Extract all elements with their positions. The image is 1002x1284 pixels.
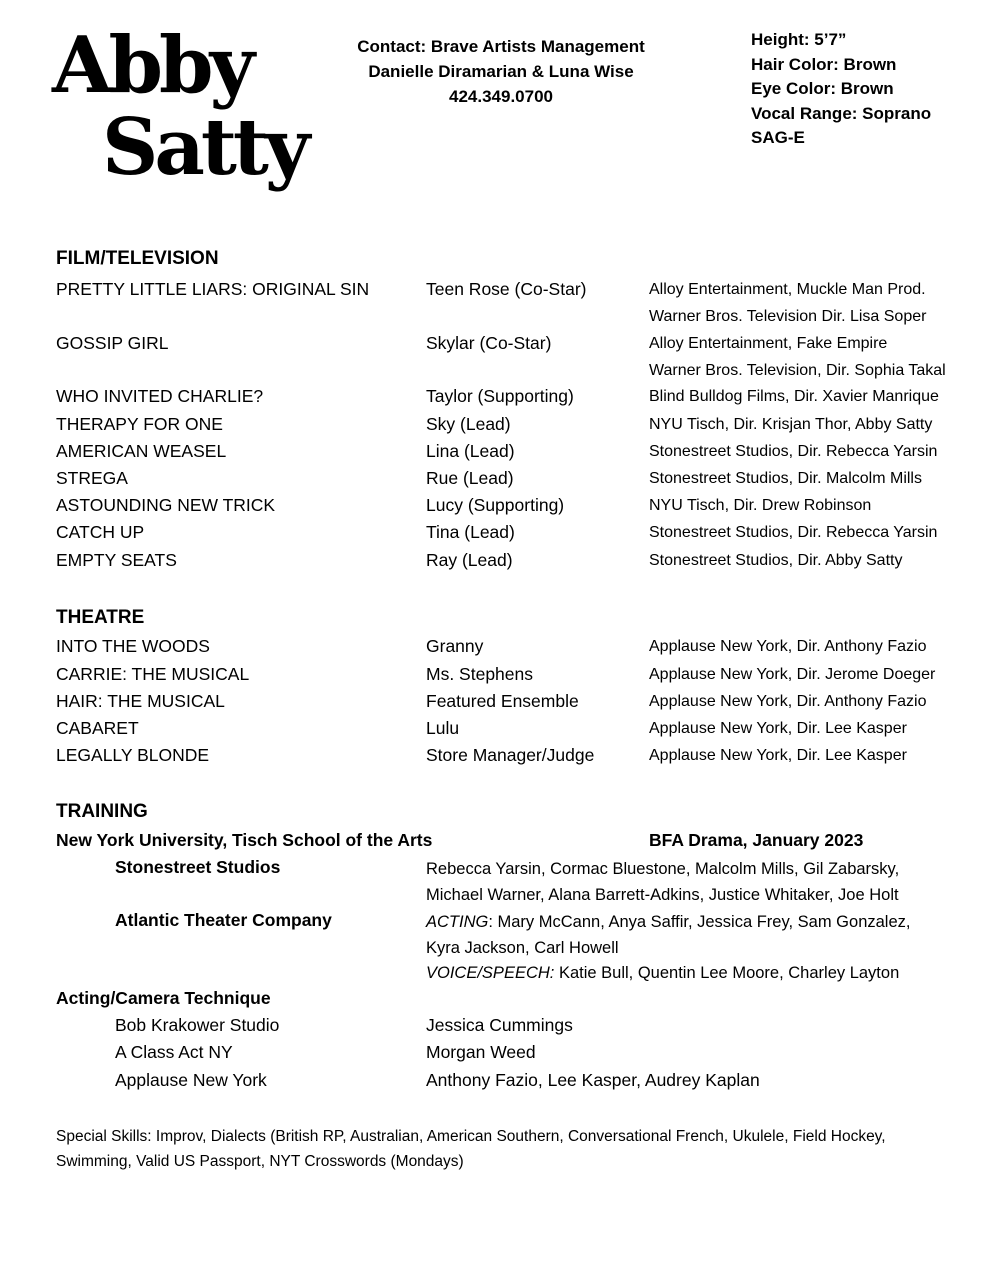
film-role: Lucy (Supporting) (426, 495, 565, 515)
contact-block (300, 34, 702, 109)
voice-label: VOICE/SPEECH: (426, 964, 555, 982)
film-role: Ray (Lead) (426, 550, 513, 570)
theatre-role: Store Manager/Judge (426, 745, 595, 765)
film-company: Alloy Entertainment, Muckle Man Prod. (649, 281, 926, 298)
stat-hair: Hair Color: Brown (751, 54, 897, 74)
film-company: NYU Tisch, Dir. Krisjan Thor, Abby Satty (649, 416, 933, 433)
name-first: Abby (52, 20, 251, 111)
film-project: STREGA (56, 468, 128, 488)
training-studio-stonestreet: Stonestreet Studios (115, 857, 281, 877)
special-skills (56, 1124, 956, 1174)
film-project: ASTOUNDING NEW TRICK (56, 495, 276, 515)
training-voice-line (426, 960, 899, 986)
name-last: Satty (102, 102, 307, 193)
film-company: Alloy Entertainment, Fake Empire (649, 335, 888, 352)
theatre-company: Applause New York, Dir. Lee Kasper (649, 747, 907, 764)
theatre-company: Applause New York, Dir. Anthony Fazio (649, 638, 927, 655)
training-acting-line (426, 909, 910, 935)
stat-vocal-range: Vocal Range: Soprano (751, 103, 932, 123)
theatre-role: Featured Ensemble (426, 691, 579, 711)
special-skills-line: Special Skills: Improv, Dialects (British RP, Australian, American Southern, Conversational French, Ukulele, Field Hockey, (56, 1128, 886, 1145)
camera-studio: A Class Act NY (115, 1042, 233, 1062)
film-project: GOSSIP GIRL (56, 333, 169, 353)
film-company: Stonestreet Studios, Dir. Rebecca Yarsin (649, 443, 938, 460)
training-teachers: Michael Warner, Alana Barrett-Adkins, Justice Whitaker, Joe Holt (426, 886, 899, 904)
film-company: Stonestreet Studios, Dir. Abby Satty (649, 552, 903, 569)
section-title-film-tv: FILM/TELEVISION (56, 248, 219, 269)
training-acting-line-2: Kyra Jackson, Carl Howell (426, 939, 619, 957)
contact-phone: 424.349.0700 (449, 87, 553, 106)
acting-label: ACTING (426, 913, 489, 931)
special-skills-line: Swimming, Valid US Passport, NYT Crosswords (Mondays) (56, 1153, 464, 1170)
film-role: Skylar (Co-Star) (426, 333, 552, 353)
contact-agents: Danielle Diramarian & Luna Wise (368, 62, 634, 81)
film-company: Warner Bros. Television, Dir. Sophia Takal (649, 362, 946, 379)
camera-studio: Applause New York (115, 1070, 267, 1090)
film-project: CATCH UP (56, 522, 145, 542)
training-school: New York University, Tisch School of the Arts (56, 830, 433, 850)
film-project: WHO INVITED CHARLIE? (56, 386, 264, 406)
section-title-training: TRAINING (56, 801, 148, 822)
film-project: EMPTY SEATS (56, 550, 177, 570)
theatre-company: Applause New York, Dir. Jerome Doeger (649, 666, 936, 683)
theatre-company: Applause New York, Dir. Lee Kasper (649, 720, 907, 737)
theatre-project: INTO THE WOODS (56, 636, 210, 656)
theatre-project: HAIR: THE MUSICAL (56, 691, 225, 711)
training-camera-title: Acting/Camera Technique (56, 988, 271, 1008)
film-project: AMERICAN WEASEL (56, 441, 227, 461)
camera-teachers: Anthony Fazio, Lee Kasper, Audrey Kaplan (426, 1070, 760, 1090)
stat-union: SAG-E (751, 128, 805, 147)
film-role: Taylor (Supporting) (426, 386, 574, 406)
theatre-role: Ms. Stephens (426, 664, 533, 684)
theatre-company: Applause New York, Dir. Anthony Fazio (649, 693, 927, 710)
camera-studio: Bob Krakower Studio (115, 1015, 280, 1035)
film-company: Stonestreet Studios, Dir. Rebecca Yarsin (649, 524, 938, 541)
training-teachers: Rebecca Yarsin, Cormac Bluestone, Malcolm Mills, Gil Zabarsky, (426, 860, 900, 878)
stat-eyes: Eye Color: Brown (751, 79, 894, 98)
theatre-project: LEGALLY BLONDE (56, 745, 210, 765)
film-company: Stonestreet Studios, Dir. Malcolm Mills (649, 470, 922, 487)
film-project: THERAPY FOR ONE (56, 414, 223, 434)
theatre-project: CARRIE: THE MUSICAL (56, 664, 250, 684)
film-company: Blind Bulldog Films, Dir. Xavier Manrique (649, 388, 939, 405)
training-degree: BFA Drama, January 2023 (649, 830, 864, 850)
film-role: Lina (Lead) (426, 441, 515, 461)
film-role: Teen Rose (Co-Star) (426, 279, 587, 299)
camera-teachers: Jessica Cummings (426, 1015, 573, 1035)
theatre-role: Lulu (426, 718, 460, 738)
theatre-project: CABARET (56, 718, 139, 738)
training-studio-atlantic: Atlantic Theater Company (115, 910, 332, 930)
camera-teachers: Morgan Weed (426, 1042, 536, 1062)
section-title-theatre: THEATRE (56, 607, 145, 628)
theatre-role: Granny (426, 636, 484, 656)
film-project: PRETTY LITTLE LIARS: ORIGINAL SIN (56, 279, 370, 299)
acting-teachers: : Mary McCann, Anya Saffir, Jessica Frey, Sam Gonzalez, (488, 913, 911, 931)
film-company: Warner Bros. Television Dir. Lisa Soper (649, 308, 927, 325)
stats-block (751, 28, 931, 151)
stat-height: Height: 5’7” (751, 30, 847, 49)
voice-teachers: Katie Bull, Quentin Lee Moore, Charley Layton (554, 964, 900, 982)
film-role: Rue (Lead) (426, 468, 514, 488)
contact-agency: Contact: Brave Artists Management (357, 37, 645, 56)
film-role: Sky (Lead) (426, 414, 511, 434)
film-company: NYU Tisch, Dir. Drew Robinson (649, 497, 872, 514)
film-role: Tina (Lead) (426, 522, 515, 542)
